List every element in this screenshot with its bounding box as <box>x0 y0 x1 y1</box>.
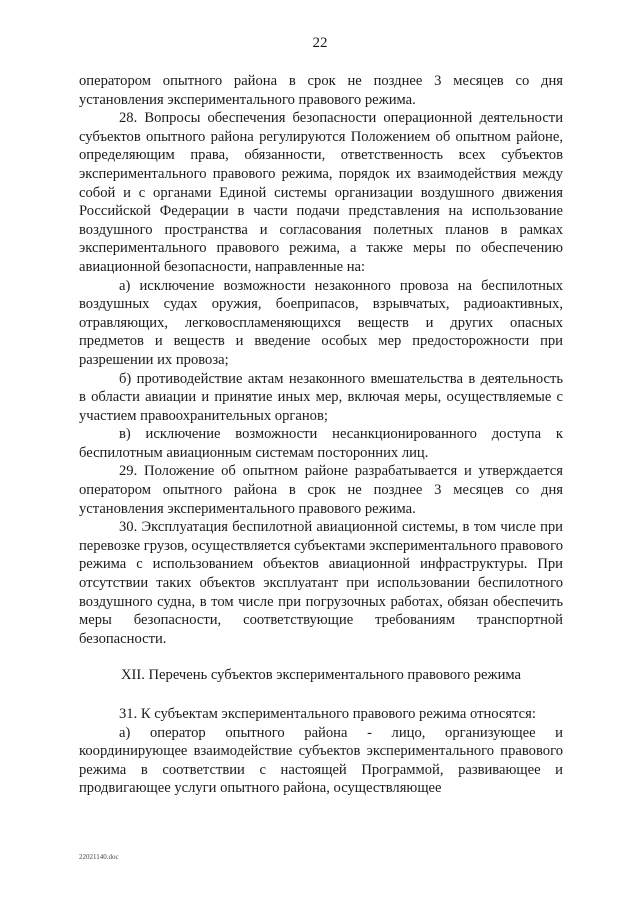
paragraph: 31. К субъектам экспериментального правового режима относятся: <box>119 706 536 722</box>
paragraph: 28. Вопросы обеспечения безопасности операционной деятельности субъектов опытного района регулируются Положением об опытном районе, определяющим права, обязанности, ответственность всех субъектов экспериментального правового режима, порядок их взаимодействия между собой и с органами Единой системы организации воздушного движения Российской Федерации в части подачи представления на использование воздушного пространства и согласования полетных планов в рамках экспериментального правового режима, а также меры по обеспечению авиационной безопасности, направленные на: <box>79 110 563 275</box>
paragraph: б) противодействие актам незаконного вмешательства в деятельность в области авиации и принятие иных мер, включая меры, осуществляемые с участием правоохранительных органов; <box>79 370 563 424</box>
page-number: 22 <box>312 35 328 51</box>
paragraph: 29. Положение об опытном районе разрабатывается и утверждается оператором опытного района в срок не позднее 3 месяцев со дня установления экспериментального правового режима. <box>79 463 563 517</box>
footer-doc-code: 22021140.doc <box>79 853 119 861</box>
paragraph: а) исключение возможности незаконного провоза на беспилотных воздушных судах оружия, боеприпасов, взрывчатых, радиоактивных, отравляющих, легковоспламеняющихся веществ и других опасных предметов и веществ и введение особых мер предосторожности при разрешении их провоза; <box>79 277 563 368</box>
document-body <box>79 72 563 798</box>
paragraph: оператором опытного района в срок не позднее 3 месяцев со дня установления экспериментального правового режима. <box>79 73 563 108</box>
paragraph: 30. Эксплуатация беспилотной авиационной системы, в том числе при перевозке грузов, осуществляется субъектами экспериментального правового режима с использованием объектов авиационной инфраструктуры. При отсутствии таких объектов эксплуатант при использовании беспилотного воздушного судна, в том числе при погрузочных работах, обязан обеспечить меры безопасности, соответствующие требованиям транспортной безопасности. <box>79 519 563 647</box>
paragraph: а) оператор опытного района - лицо, организующее и координирующее взаимодействие субъектов экспериментального правового режима в соответствии с настоящей Программой, развивающее и продвигающее услуги опытного района, осуществляющее <box>79 724 563 797</box>
section-title: XII. Перечень субъектов экспериментального правового режима <box>120 667 522 684</box>
paragraph: в) исключение возможности несанкционированного доступа к беспилотным авиационным системам посторонних лиц. <box>79 426 563 461</box>
